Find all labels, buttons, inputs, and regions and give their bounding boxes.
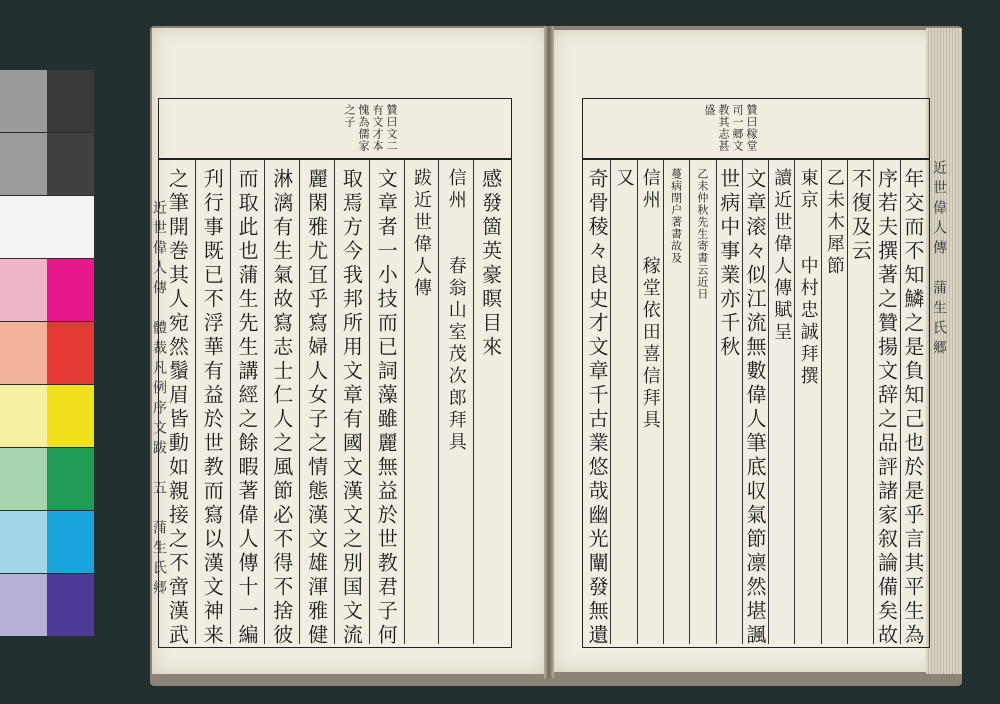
color-chip: [0, 133, 47, 195]
right-column-rule: [873, 160, 874, 644]
left-column-rule: [334, 160, 335, 644]
left-column-rule: [369, 160, 370, 644]
left-column-rule: [230, 160, 231, 644]
right-column-rule: [637, 160, 638, 644]
book-gutter: [544, 26, 554, 678]
left-column-rule: [473, 160, 474, 644]
color-chip: [0, 511, 47, 573]
right-edge-text: 近世偉人傳 蒲生氏郷: [931, 160, 947, 360]
color-chip: [0, 259, 47, 321]
left-note-line: 有文才本: [371, 104, 384, 152]
left-text-column: 之筆開巻其人宛然鬚眉皆動如親接之不啻漢武: [165, 168, 190, 648]
right-text-column: 文章滚々似江流無數偉人筆底収氣節凛然堪諷: [743, 168, 767, 648]
right-text-column: 不復及云: [848, 168, 873, 264]
color-chip: [0, 574, 47, 636]
right-text-column: 序若夫撰著之贊揚文辞之品評諸家叙論備矣故: [874, 168, 899, 648]
color-chip: [47, 574, 94, 636]
color-chip: [47, 133, 94, 195]
right-header-rule: [582, 158, 930, 160]
right-column-rule: [900, 160, 901, 644]
color-chip: [0, 385, 47, 447]
right-note-line: 教其志甚: [717, 104, 730, 152]
left-text-column: 取焉方今我邦所用文章有國文漢文之別国文流: [339, 168, 364, 648]
color-chip: [0, 322, 47, 384]
left-text-column: 而取此也蒲生先生講經之餘暇著偉人傳十一編: [235, 168, 259, 648]
right-note-line: 盛: [703, 104, 716, 116]
left-text-column: 文章者一小技而已詞藻雖麗無益於世教君子何: [374, 168, 399, 648]
right-column-rule: [794, 160, 795, 644]
color-chip: [47, 448, 94, 510]
color-chip: [47, 196, 94, 258]
color-chip: [47, 511, 94, 573]
left-column-rule: [299, 160, 300, 644]
left-column-rule: [264, 160, 265, 644]
right-text-column: 蔓病閉户著書故及: [669, 168, 683, 264]
left-note-line: 之子: [343, 104, 356, 128]
right-column-rule: [610, 160, 611, 644]
color-chip: [47, 259, 94, 321]
color-chip: [0, 70, 47, 132]
color-chip: [47, 70, 94, 132]
color-chip: [47, 385, 94, 447]
color-chip: [47, 322, 94, 384]
right-text-column: 乙未木犀節: [823, 168, 845, 278]
right-text-column: 世病中事業亦千秋: [716, 168, 741, 360]
right-column-rule: [716, 160, 717, 644]
right-text-column: 讀近世偉人傳賦呈: [771, 168, 793, 344]
right-text-column: 又: [613, 168, 635, 190]
left-column-rule: [438, 160, 439, 644]
right-column-rule: [821, 160, 822, 644]
right-column-rule: [847, 160, 848, 644]
left-text-column: 刋行事既已不浮華有益於世教而寫以漢文神来: [200, 168, 225, 648]
left-column-rule: [404, 160, 405, 644]
right-column-rule: [689, 160, 690, 644]
color-chip: [0, 448, 47, 510]
color-checker: [0, 70, 94, 636]
right-column-rule: [742, 160, 743, 644]
right-note-line: 贊曰稼堂: [745, 104, 758, 152]
right-note-line: 司一郷文: [731, 104, 744, 152]
left-text-column: 麗閑雅尤冝乎寫婦人女子之情態漢文雄渾雅健: [304, 168, 329, 648]
left-note-line: 愧為儒家: [357, 104, 370, 152]
right-text-column: 信州 稼堂依田喜信拜具: [639, 168, 661, 432]
left-text-column: 淋漓有生氣故寫志士仁人之風節必不得不捨彼: [269, 168, 294, 648]
left-edge-text: 近世偉人傳 體裁凡例序文跋 五 蒲生氏郷: [151, 200, 167, 600]
right-column-rule: [663, 160, 664, 644]
left-note-line: 贊曰文二: [385, 104, 398, 152]
color-chip: [0, 196, 47, 258]
left-text-column: 信州 春翁山室茂次郎拜具: [445, 168, 467, 454]
left-text-column: 跋近世偉人傳: [411, 168, 432, 300]
right-column-rule: [768, 160, 769, 644]
left-header-rule: [158, 158, 512, 160]
right-text-column: 東京 中村忠誠拜撰: [797, 168, 819, 388]
right-text-column: 年交而不知鱗之是負知己也於是乎言其平生為: [900, 168, 925, 648]
left-text-column: 感發箇英豪瞑目來: [478, 168, 503, 360]
right-text-column: 乙未仲秋先生寄書云近日: [695, 168, 709, 300]
left-column-rule: [195, 160, 196, 644]
right-text-column: 奇骨稜々良史才文章千古業悠哉幽光闡發無遺: [585, 168, 610, 648]
